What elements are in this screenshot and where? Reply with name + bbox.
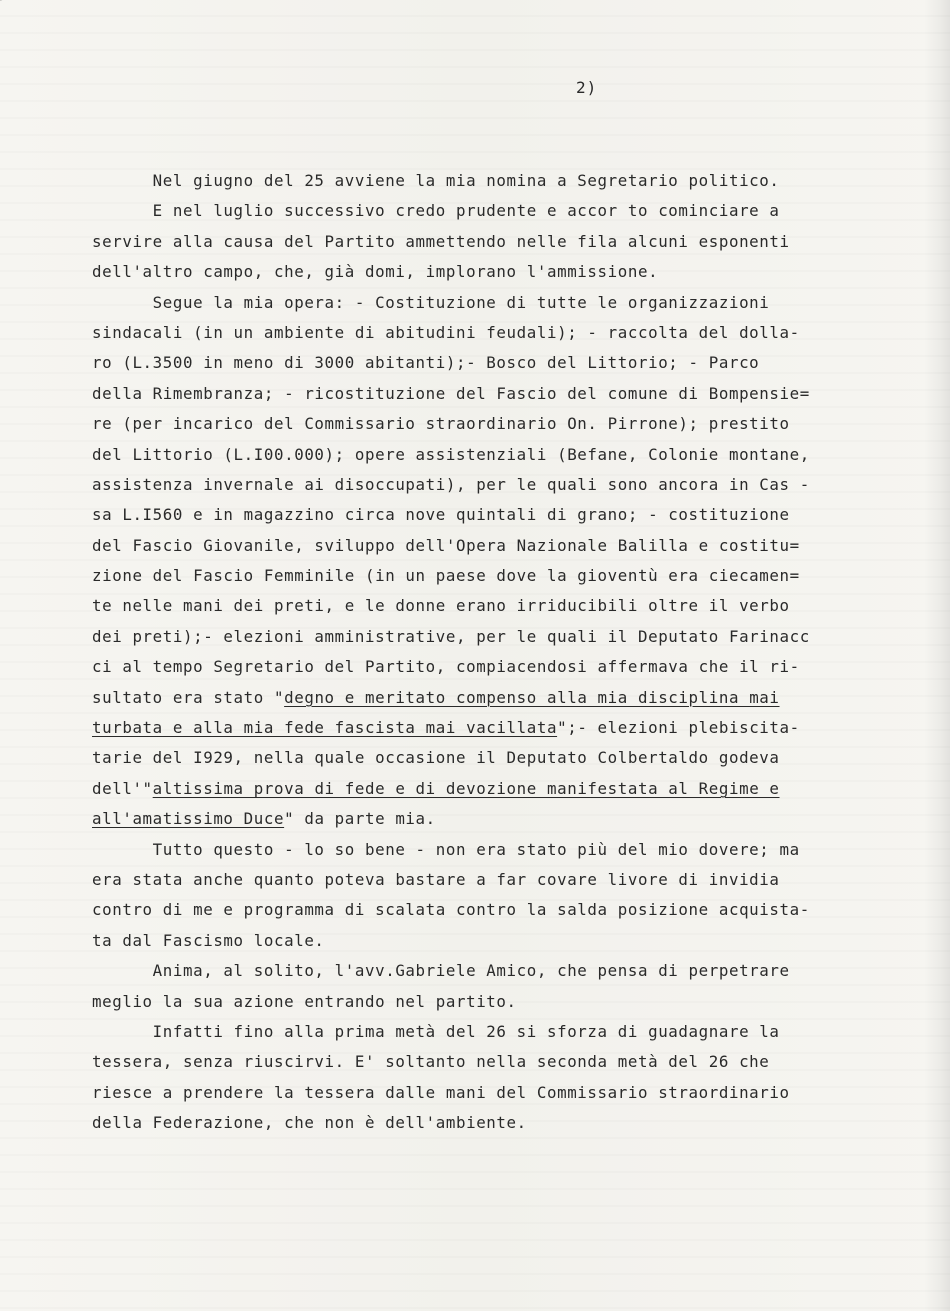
paragraph bbox=[92, 956, 927, 1017]
text-segment: assistenza invernale ai disoccupati), per le quali sono ancora in Cas - bbox=[92, 474, 810, 494]
text-segment: re (per incarico del Commissario straordinario On. Pirrone); prestito bbox=[92, 414, 790, 434]
text-segment: te nelle mani dei preti, e le donne erano irriducibili oltre il verbo bbox=[92, 596, 790, 616]
text-segment: E nel luglio successivo credo prudente e accor to cominciare a bbox=[92, 201, 780, 221]
text-line bbox=[92, 743, 927, 773]
text-line bbox=[92, 409, 927, 439]
text-segment: ro (L.3500 in meno di 3000 abitanti);- Bosco del Littorio; - Parco bbox=[92, 353, 760, 373]
text-segment: ";- elezioni plebiscita- bbox=[557, 718, 800, 738]
text-segment: ta dal Fascismo locale. bbox=[92, 930, 325, 950]
text-line bbox=[92, 257, 927, 287]
text-segment: " da parte mia. bbox=[284, 809, 436, 829]
text-segment: del Littorio (L.I00.000); opere assistenziali (Befane, Colonie montane, bbox=[92, 444, 810, 464]
text-segment: dell'" bbox=[92, 778, 153, 798]
text-segment: sindacali (in un ambiente di abitudini feudali); - raccolta del dolla- bbox=[92, 322, 800, 342]
text-line bbox=[92, 196, 927, 226]
text-line bbox=[92, 591, 927, 621]
paragraph bbox=[92, 288, 927, 835]
text-line bbox=[92, 318, 927, 348]
text-segment: tarie del I929, nella quale occasione il Deputato Colbertaldo godeva bbox=[92, 748, 780, 768]
text-line bbox=[92, 166, 927, 196]
text-segment: servire alla causa del Partito ammettendo nelle fila alcuni esponenti bbox=[92, 231, 790, 251]
corner-fold-mark bbox=[0, 0, 25, 10]
text-line bbox=[92, 683, 927, 713]
text-line bbox=[92, 379, 927, 409]
text-line bbox=[92, 713, 927, 743]
text-line bbox=[92, 348, 927, 378]
text-line bbox=[92, 227, 927, 257]
text-segment: della Rimembranza; - ricostituzione del Fascio del comune di Bompensie= bbox=[92, 383, 810, 403]
text-segment: Anima, al solito, l'avv.Gabriele Amico, che pensa di perpetrare bbox=[92, 961, 790, 981]
text-line bbox=[92, 835, 927, 865]
text-segment: dell'altro campo, che, già domi, implorano l'ammissione. bbox=[92, 262, 659, 282]
text-line bbox=[92, 500, 927, 530]
text-line bbox=[92, 956, 927, 986]
text-segment: tessera, senza riuscirvi. E' soltanto nella seconda metà del 26 che bbox=[92, 1052, 770, 1072]
text-line bbox=[92, 895, 927, 925]
document-body bbox=[92, 166, 927, 1139]
text-segment: riesce a prendere la tessera dalle mani del Commissario straordinario bbox=[92, 1082, 790, 1102]
text-line bbox=[92, 1017, 927, 1047]
text-segment: Infatti fino alla prima metà del 26 si sforza di guadagnare la bbox=[92, 1021, 780, 1041]
text-line bbox=[92, 926, 927, 956]
paragraph bbox=[92, 835, 927, 957]
text-segment: Segue la mia opera: - Costituzione di tutte le organizzazioni bbox=[92, 292, 770, 312]
text-line bbox=[92, 1047, 927, 1077]
text-line bbox=[92, 288, 927, 318]
text-line bbox=[92, 1078, 927, 1108]
text-line bbox=[92, 1108, 927, 1138]
paragraph bbox=[92, 1017, 927, 1139]
text-line bbox=[92, 622, 927, 652]
text-segment: sa L.I560 e in magazzino circa nove quintali di grano; - costituzione bbox=[92, 505, 790, 525]
text-line bbox=[92, 531, 927, 561]
text-segment: zione del Fascio Femminile (in un paese dove la gioventù era ciecamen= bbox=[92, 566, 800, 586]
text-segment: sultato era stato " bbox=[92, 687, 285, 707]
text-segment: era stata anche quanto poteva bastare a far covare livore di invidia bbox=[92, 869, 780, 889]
text-line bbox=[92, 865, 927, 895]
paragraph bbox=[92, 196, 927, 287]
text-line bbox=[92, 652, 927, 682]
text-segment: Nel giugno del 25 avviene la mia nomina a Segretario politico. bbox=[92, 171, 780, 190]
text-line bbox=[92, 804, 927, 834]
underlined-quote: turbata e alla mia fede fascista mai vacillata bbox=[92, 718, 558, 738]
text-line bbox=[92, 561, 927, 591]
page-number: 2) bbox=[576, 78, 598, 97]
text-segment: del Fascio Giovanile, sviluppo dell'Opera Nazionale Balilla e costitu= bbox=[92, 535, 800, 555]
text-segment: meglio la sua azione entrando nel partito. bbox=[92, 991, 517, 1011]
text-segment: ci al tempo Segretario del Partito, compiacendosi affermava che il ri- bbox=[92, 657, 800, 677]
text-line bbox=[92, 440, 927, 470]
text-segment: della Federazione, che non è dell'ambiente. bbox=[92, 1113, 527, 1133]
page-edge-shadow bbox=[924, 0, 950, 1311]
underlined-quote: altissima prova di fede e di devozione manifestata al Regime e bbox=[152, 778, 780, 798]
text-line bbox=[92, 774, 927, 804]
underlined-quote: all'amatissimo Duce bbox=[92, 809, 285, 829]
text-segment: contro di me e programma di scalata contro la salda posizione acquista- bbox=[92, 900, 810, 920]
text-line bbox=[92, 470, 927, 500]
paragraph bbox=[92, 166, 927, 196]
underlined-quote: degno e meritato compenso alla mia disciplina mai bbox=[284, 687, 780, 707]
text-line bbox=[92, 987, 927, 1017]
text-segment: dei preti);- elezioni amministrative, per le quali il Deputato Farinacc bbox=[92, 626, 810, 646]
text-segment: Tutto questo - lo so bene - non era stato più del mio dovere; ma bbox=[92, 839, 800, 859]
